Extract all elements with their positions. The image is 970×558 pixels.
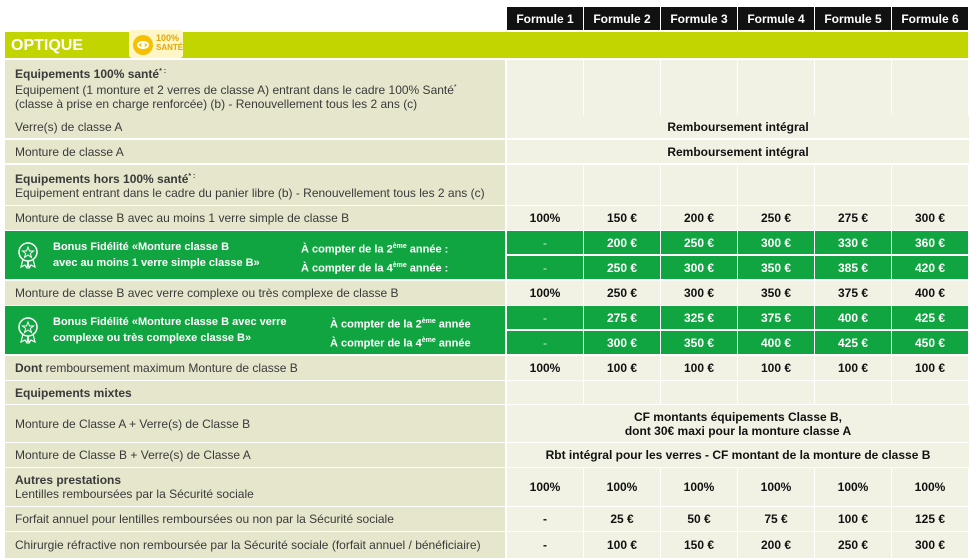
value-cell: 150 € (661, 532, 737, 558)
row-forfait-label: Forfait annuel pour lentilles remboursées ou non par la Sécurité sociale (5, 507, 505, 531)
section-banner (5, 32, 968, 58)
bonus2-year4-pre: À compter de la 4 (330, 337, 422, 350)
row-b-complex-label: Monture de classe B avec verre complexe ou très complexe de classe B (5, 281, 505, 305)
value-cell: 100% (507, 468, 583, 506)
bonus-value-cell: 420 € (892, 256, 968, 279)
value-cell: 375 € (815, 281, 891, 305)
bonus1-label (5, 231, 505, 279)
formula-header: Formule 2 (584, 7, 660, 30)
bonus1-line2: avec au moins 1 verre simple classe B» (53, 257, 260, 269)
bonus1-year4-sup: ème (392, 261, 407, 269)
value-cell: 350 € (738, 281, 814, 305)
formula-header: Formule 5 (815, 7, 891, 30)
value-cell: 275 € (815, 206, 891, 230)
bonus1-year2-sup: ème (392, 243, 407, 250)
row-verre-a-value: Remboursement intégral (507, 115, 969, 138)
row-chir-label: Chirurgie réfractive non remboursée par la Sécurité sociale (forfait annuel / bénéficiaire) (5, 532, 505, 558)
bonus-value-cell: 330 € (815, 231, 891, 254)
bonus-value-cell: 375 € (738, 306, 814, 329)
autres-title: Autres prestations (15, 473, 122, 487)
hors-desc: Equipement entrant dans le cadre du panier libre (b) - Renouvellement tous les 2 ans (c) (15, 186, 485, 200)
value-cell: 100 € (661, 356, 737, 380)
empty-cell (661, 165, 737, 205)
row-b-simple-label: Monture de classe B avec au moins 1 verre simple de classe B (5, 206, 505, 230)
bonus1-year2-post: année : (406, 243, 449, 256)
value-cell: 100% (815, 468, 891, 506)
bonus-value-cell: - (507, 331, 583, 354)
empty-cell (815, 165, 891, 205)
bonus2-label (5, 306, 505, 354)
bonus-value-cell: 350 € (738, 256, 814, 279)
badge-line1: 100% (156, 33, 180, 43)
bonus-value-cell: 200 € (584, 231, 660, 254)
bonus2-line2: complexe ou très complexe classe B» (53, 332, 252, 344)
hors-block (5, 165, 505, 205)
empty-cell (584, 165, 660, 205)
bonus1-line1: Bonus Fidélité «Monture classe B (53, 241, 230, 253)
value-cell: 25 € (584, 507, 660, 531)
bonus-value-cell: 425 € (892, 306, 968, 329)
value-cell: 300 € (661, 281, 737, 305)
bonus1-year4-pre: À compter de la 4 (301, 262, 393, 275)
value-cell: 250 € (738, 206, 814, 230)
bonus-value-cell: 275 € (584, 306, 660, 329)
value-cell: 100% (507, 281, 583, 305)
value-cell: 200 € (661, 206, 737, 230)
award-icon (15, 241, 41, 269)
bonus2-line1: Bonus Fidélité «Monture classe B avec verre (53, 316, 287, 328)
bonus-value-cell: 325 € (661, 306, 737, 329)
bonus-value-cell: 250 € (584, 256, 660, 279)
eye-icon (133, 35, 153, 55)
sante100-desc2: (classe à prise en charge renforcée) (b) - Renouvellement tous les 2 ans (c) (15, 96, 418, 111)
empty-cell (815, 60, 891, 115)
value-cell: 400 € (892, 281, 968, 305)
row-mix2-value: Rbt intégral pour les verres - CF montant de la monture de classe B (507, 443, 969, 467)
value-cell: 200 € (738, 532, 814, 558)
value-cell: 300 € (892, 206, 968, 230)
value-cell: 100% (892, 468, 968, 506)
value-cell: 100% (507, 206, 583, 230)
row-mix1-value (507, 405, 969, 442)
value-cell: 100% (661, 468, 737, 506)
bonus2-year2-post: année (435, 318, 471, 331)
row-monture-a-label: Monture de classe A (5, 140, 505, 163)
value-cell: 300 € (892, 532, 968, 558)
value-cell: 100% (584, 468, 660, 506)
bonus2-year2-pre: À compter de la 2 (330, 318, 422, 331)
row-mix1-value-line1: CF montants équipements Classe B, (633, 409, 843, 424)
empty-cell (584, 381, 660, 404)
empty-cell (815, 381, 891, 404)
value-cell: 100 € (738, 356, 814, 380)
row-verre-a-label: Verre(s) de classe A (5, 115, 505, 138)
empty-cell (507, 381, 583, 404)
bonus-value-cell: - (507, 231, 583, 254)
empty-cell (507, 165, 583, 205)
bonus-value-cell: 360 € (892, 231, 968, 254)
formula-header: Formule 6 (892, 7, 968, 30)
value-cell: 100 € (892, 356, 968, 380)
bonus-value-cell: 300 € (661, 256, 737, 279)
bonus-value-cell: 450 € (892, 331, 968, 354)
value-cell: 100% (738, 468, 814, 506)
row-dont-bold: Dont (15, 361, 43, 375)
empty-cell (738, 165, 814, 205)
formula-header: Formule 1 (507, 7, 583, 30)
empty-cell (892, 381, 968, 404)
row-mix1-value-line2: dont 30€ maxi pour la monture classe A (624, 423, 852, 438)
empty-cell (507, 60, 583, 115)
hors-title: Equipements hors 100% santé (15, 172, 189, 186)
empty-cell (738, 60, 814, 115)
bonus-value-cell: 300 € (738, 231, 814, 254)
mixtes-title: Equipements mixtes (5, 381, 505, 404)
value-cell: 50 € (661, 507, 737, 531)
empty-cell (892, 60, 968, 115)
empty-cell (661, 381, 737, 404)
bonus-value-cell: 425 € (815, 331, 891, 354)
row-mix1-label: Monture de Classe A + Verre(s) de Classe B (5, 405, 505, 442)
autres-block (5, 468, 505, 506)
hors-title-mark: * : (188, 173, 196, 180)
value-cell: 75 € (738, 507, 814, 531)
empty-cell (738, 381, 814, 404)
bonus-value-cell: 250 € (661, 231, 737, 254)
value-cell: 100 € (815, 507, 891, 531)
value-cell: - (507, 507, 583, 531)
value-cell: 100 € (815, 356, 891, 380)
value-cell: 250 € (815, 532, 891, 558)
bonus-value-cell: - (507, 256, 583, 279)
sante-badge-icon (129, 30, 183, 58)
empty-cell (892, 165, 968, 205)
sante100-block (5, 60, 505, 115)
bonus-value-cell: 400 € (815, 306, 891, 329)
value-cell: - (507, 532, 583, 558)
bonus-value-cell: 385 € (815, 256, 891, 279)
formula-header: Formule 4 (738, 7, 814, 30)
sante100-title-mark: * : (159, 67, 167, 75)
value-cell: 100% (507, 356, 583, 380)
award-icon (15, 316, 41, 344)
sante100-title: Equipements 100% santé (15, 66, 160, 81)
bonus2-year4-post: année (435, 337, 471, 350)
section-title: OPTIQUE (11, 37, 84, 54)
bonus-value-cell: 400 € (738, 331, 814, 354)
sante100-desc1-mark: * (453, 83, 457, 91)
row-monture-a-value: Remboursement intégral (507, 140, 969, 163)
bonus1-year4-post: année : (406, 262, 449, 275)
bonus-value-cell: 300 € (584, 331, 660, 354)
value-cell: 100 € (584, 356, 660, 380)
bonus1-year2-pre: À compter de la 2 (301, 243, 393, 256)
empty-cell (661, 60, 737, 115)
formula-header: Formule 3 (661, 7, 737, 30)
empty-cell (584, 60, 660, 115)
row-dont-text: remboursement maximum Monture de classe B (42, 361, 298, 375)
bonus-value-cell: - (507, 306, 583, 329)
value-cell: 250 € (584, 281, 660, 305)
row-dont-label (5, 356, 505, 380)
bonus2-year2-sup: ème (421, 318, 436, 325)
bonus2-year4-sup: ème (421, 336, 436, 344)
badge-line2: SANTÉ (156, 43, 184, 52)
sante100-desc1: Equipement (1 monture et 2 verres de classe A) entrant dans le cadre 100% Santé (15, 82, 454, 97)
autres-label: Lentilles remboursées par la Sécurité sociale (15, 487, 254, 501)
row-mix2-label: Monture de Classe B + Verre(s) de Classe A (5, 443, 505, 467)
value-cell: 125 € (892, 507, 968, 531)
value-cell: 100 € (584, 532, 660, 558)
value-cell: 150 € (584, 206, 660, 230)
bonus-value-cell: 350 € (661, 331, 737, 354)
